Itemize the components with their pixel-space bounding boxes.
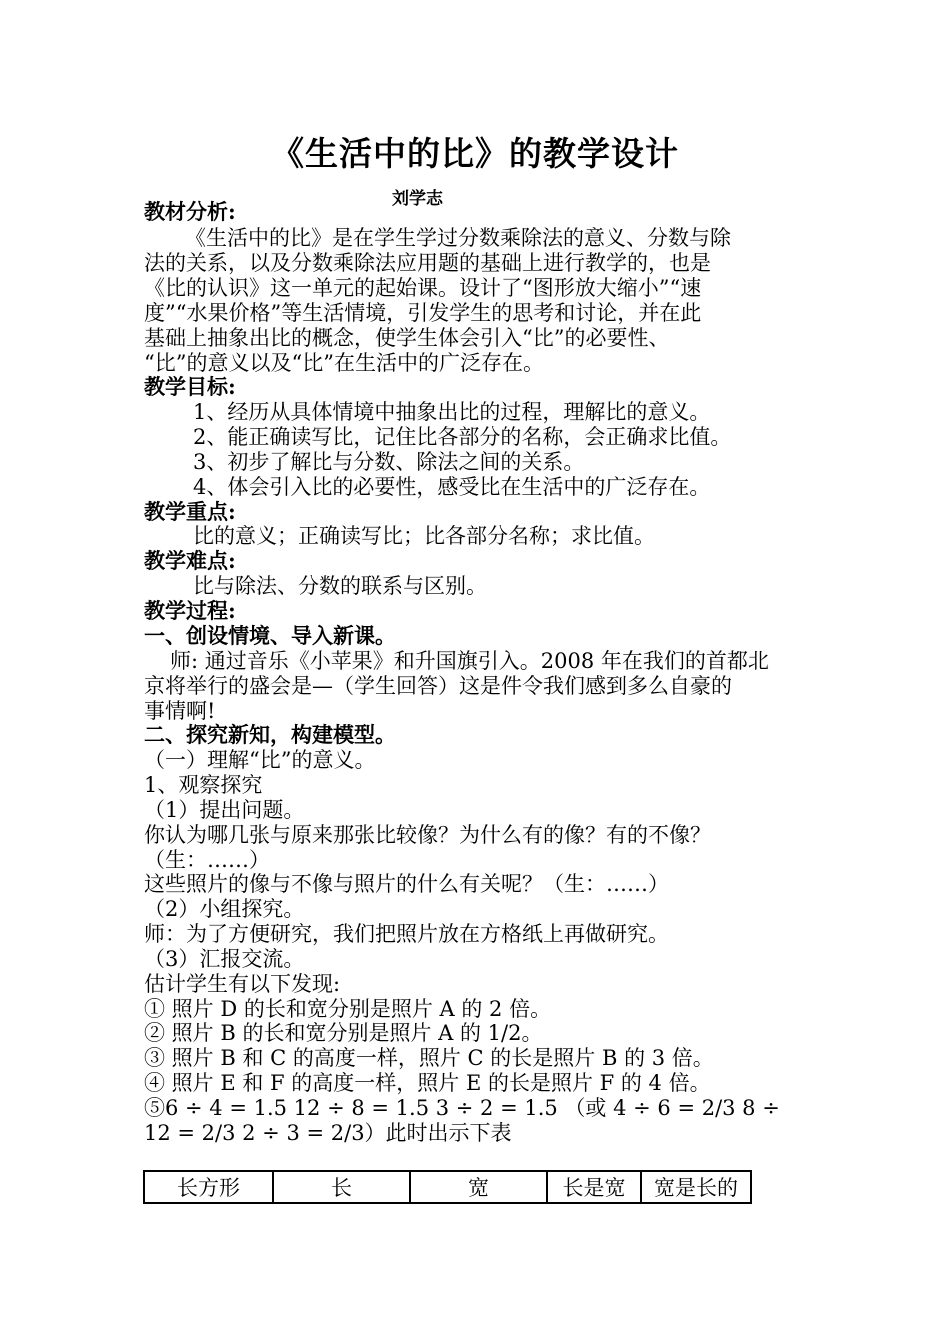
key-points-text: 比的意义；正确读写比；比各部分名称；求比值。 xyxy=(193,524,655,548)
part1-line: 京将举行的盛会是—（学生回答）这是件令我们感到多么自豪的 xyxy=(144,674,732,698)
analysis-line: 《比的认识》这一单元的起始课。设计了“图形放大缩小”“速 xyxy=(144,276,702,300)
table-header-cell: 长方形 xyxy=(144,1171,273,1203)
analysis-line: “比”的意义以及“比”在生活中的广泛存在。 xyxy=(144,351,544,375)
difficulty-text: 比与除法、分数的联系与区别。 xyxy=(193,574,487,598)
part1-line: 事情啊! xyxy=(144,699,216,723)
part2-line: （一）理解“比”的意义。 xyxy=(144,748,376,772)
table-header-cell: 宽是长的 xyxy=(641,1171,751,1203)
section-heading-process: 教学过程: xyxy=(144,598,236,623)
part2-line: 这些照片的像与不像与照片的什么有关呢？（生：……） xyxy=(144,872,669,896)
part2-line: ⑤6 ÷ 4 = 1.5 12 ÷ 8 = 1.5 3 ÷ 2 = 1.5 （或 4 ÷ 6 = 2/3 8 ÷ xyxy=(144,1096,780,1120)
goal-item: 4、体会引入比的必要性，感受比在生活中的广泛存在。 xyxy=(193,475,711,499)
section-heading-key: 教学重点: xyxy=(144,499,236,524)
part2-line: （3）汇报交流。 xyxy=(144,947,305,971)
section-heading-difficulty: 教学难点: xyxy=(144,548,236,573)
table-header-cell: 长 xyxy=(273,1171,410,1203)
part1-heading: 一、创设情境、导入新课。 xyxy=(144,623,396,648)
part2-line: （1）提出问题。 xyxy=(144,798,305,822)
author-name: 刘学志 xyxy=(392,189,443,209)
table-header-cell: 长是宽 xyxy=(547,1171,641,1203)
analysis-line: 法的关系，以及分数乘除法应用题的基础上进行教学的，也是 xyxy=(144,251,711,275)
goal-item: 2、能正确读写比，记住比各部分的名称，会正确求比值。 xyxy=(193,425,732,449)
section-heading-analysis: 教材分析: xyxy=(144,199,236,224)
part1-line: 师: 通过音乐《小苹果》和升国旗引入。2008 年在我们的首都北 xyxy=(170,649,769,673)
analysis-line: 度”“水果价格”等生活情境，引发学生的思考和讨论，并在此 xyxy=(144,301,702,325)
data-table xyxy=(143,1170,752,1204)
part2-heading: 二、探究新知，构建模型。 xyxy=(144,722,396,747)
goal-item: 1、经历从具体情境中抽象出比的过程，理解比的意义。 xyxy=(193,400,711,424)
part2-line: ② 照片 B 的长和宽分别是照片 A 的 1/2。 xyxy=(144,1021,543,1045)
part2-line: 师：为了方便研究，我们把照片放在方格纸上再做研究。 xyxy=(144,922,669,946)
table-header-cell: 宽 xyxy=(410,1171,547,1203)
part2-line: ④ 照片 E 和 F 的高度一样，照片 E 的长是照片 F 的 4 倍。 xyxy=(144,1071,711,1095)
part2-line: 你认为哪几张与原来那张比较像？为什么有的像？有的不像？ xyxy=(144,823,711,847)
part2-line: ① 照片 D 的长和宽分别是照片 A 的 2 倍。 xyxy=(144,997,552,1021)
part2-line: 12 = 2/3 2 ÷ 3 = 2/3）此时出示下表 xyxy=(144,1121,512,1145)
part2-line: （2）小组探究。 xyxy=(144,897,305,921)
goal-item: 3、初步了解比与分数、除法之间的关系。 xyxy=(193,450,585,474)
part2-line: ③ 照片 B 和 C 的高度一样，照片 C 的长是照片 B 的 3 倍。 xyxy=(144,1046,714,1070)
document-title: 《生活中的比》的教学设计 xyxy=(271,134,679,173)
part2-line: 1、观察探究 xyxy=(144,773,263,797)
section-heading-goals: 教学目标: xyxy=(144,374,236,399)
part2-line: 估计学生有以下发现: xyxy=(144,972,341,996)
analysis-line: 基础上抽象出比的概念，使学生体会引入“比”的必要性、 xyxy=(144,326,670,350)
part2-line: （生：……） xyxy=(144,848,270,872)
table-header-row xyxy=(144,1171,751,1203)
analysis-line: 《生活中的比》是在学生学过分数乘除法的意义、分数与除 xyxy=(185,226,731,250)
